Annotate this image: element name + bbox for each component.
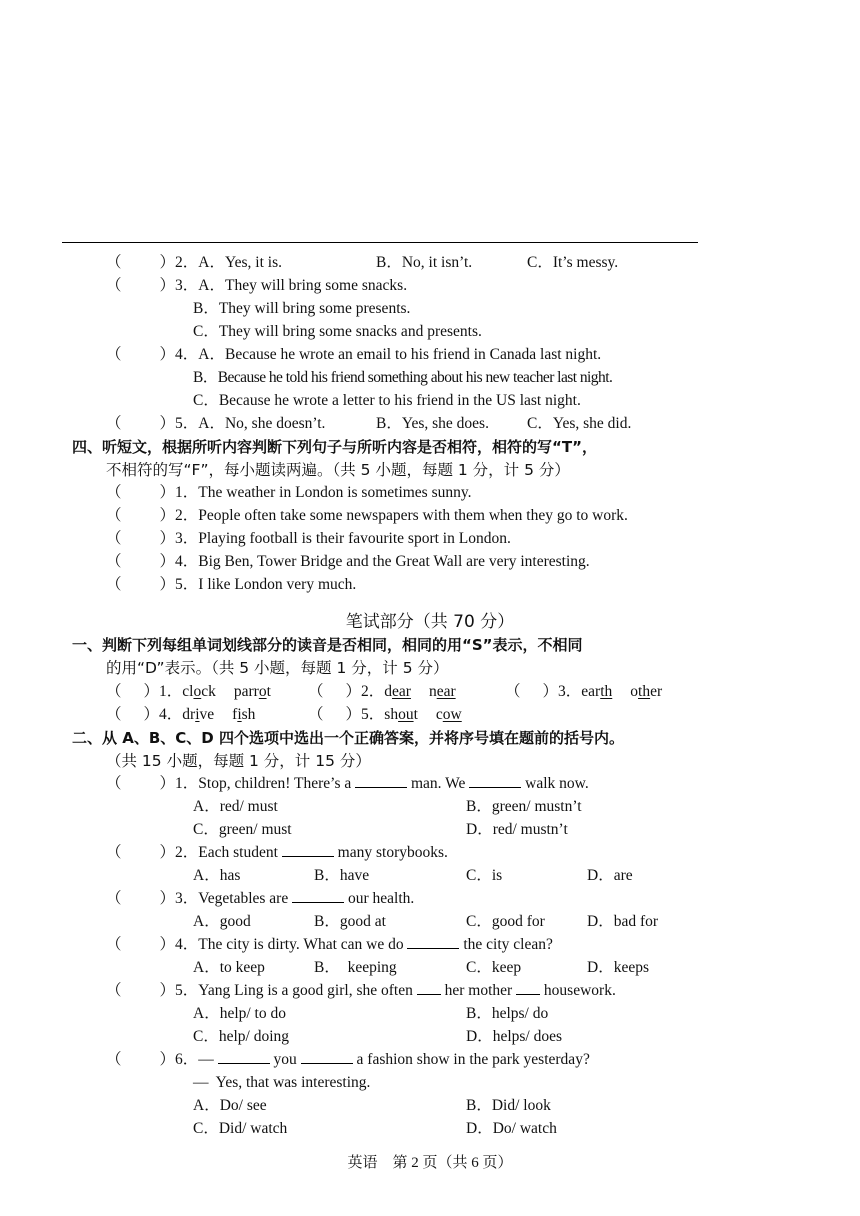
paren-open: （: [106, 507, 122, 524]
word-2: near: [428, 683, 456, 700]
question-number: ）6．: [159, 1051, 199, 1068]
w2-q1-stem: （ ）1．Stop, children! There’s a man. We walk now.: [106, 775, 589, 792]
statement-text: I like London very much.: [198, 576, 357, 593]
w1-q3: [505, 681, 662, 703]
part4-heading: 四、听短文，根据所听内容判断下列句子与所听内容是否相符，相符的写“T”，: [72, 438, 597, 456]
listening-q3-option-b: B．They will bring some presents.: [193, 300, 411, 317]
paren-open: （: [106, 576, 122, 593]
answer-blank: [355, 773, 407, 788]
question-number: ）3．: [159, 530, 199, 547]
paren-open: （: [106, 683, 122, 700]
listening-q2-option-b: B．No, it isn’t.: [376, 254, 473, 271]
written-part-title: 笔试部分（共 70 分）: [345, 612, 515, 632]
word-1: shout: [384, 706, 418, 723]
listening-q4-option-c: C．Because he wrote a letter to his friend in the US last night.: [193, 392, 581, 409]
paren-open: （: [106, 484, 122, 501]
word-1: clock: [182, 683, 216, 700]
question-number: ）2．: [345, 683, 385, 700]
w2-q2-option-a: A．has: [193, 867, 241, 884]
question-number: ）1．: [143, 683, 183, 700]
question-number: ）3．: [159, 277, 199, 294]
answer-blank: [417, 980, 441, 995]
answer-blank: [301, 1049, 353, 1064]
w2-heading-cont: （共 15 小题，每题 1 分，计 15 分）: [106, 752, 371, 770]
w2-q6-stem: （ ）6．— you a fashion show in the park yesterday?: [106, 1051, 590, 1068]
top-rule: [62, 242, 698, 243]
word-1: drive: [182, 706, 215, 723]
w2-heading: 二、从 A、B、C、D 四个选项中选出一个正确答案，并将序号填在题前的括号内。: [72, 729, 624, 747]
question-number: ）4．: [159, 553, 199, 570]
option-a: A．Because he wrote an email to his friend in Canada last night.: [198, 346, 602, 363]
question-number: ）4．: [159, 936, 199, 953]
w2-q3-option-d: D．bad for: [587, 913, 659, 930]
w2-q6-option-b: B．Did/ look: [466, 1097, 551, 1114]
listening-q4: [106, 344, 601, 366]
question-number: ）3．: [159, 890, 199, 907]
paren-open: （: [308, 683, 324, 700]
word-2: fish: [232, 706, 256, 723]
w2-q3-option-c: C．good for: [466, 913, 545, 930]
w2-q2-stem: （ ）2．Each student many storybooks.: [106, 844, 448, 861]
listening-q4-option-b: B．Because he told his friend something about his new teacher last night.: [193, 369, 613, 386]
w2-q6-option-c: C．Did/ watch: [193, 1120, 288, 1137]
option-a: A．No, she doesn’t.: [198, 415, 326, 432]
w2-q1-option-d: D．red/ mustn’t: [466, 821, 568, 838]
w2-q5-option-d: D．helps/ does: [466, 1028, 563, 1045]
w2-q4-option-b: B． keeping: [314, 959, 397, 976]
paren-open: （: [106, 1051, 122, 1068]
w2-q4-option-d: D．keeps: [587, 959, 649, 976]
w1-q1: [106, 681, 271, 703]
question-number: ）2．: [159, 254, 199, 271]
w2-q5-option-c: C．help/ doing: [193, 1028, 290, 1045]
part4-item-5: [106, 574, 356, 596]
option-a: A．They will bring some snacks.: [198, 277, 408, 294]
listening-q5-option-c: C．Yes, she did.: [527, 415, 632, 432]
answer-blank: [516, 980, 540, 995]
paren-open: （: [308, 706, 324, 723]
paren-open: （: [106, 530, 122, 547]
listening-q5: [106, 413, 325, 435]
w2-q5-option-b: B．helps/ do: [466, 1005, 549, 1022]
w2-q3-option-a: A．good: [193, 913, 251, 930]
paren-open: （: [505, 683, 521, 700]
paren-open: （: [106, 415, 122, 432]
paren-open: （: [106, 706, 122, 723]
w1-q4: [106, 704, 255, 726]
answer-blank: [218, 1049, 270, 1064]
statement-text: People often take some newspapers with them when they go to work.: [198, 507, 628, 524]
question-number: ）5．: [159, 576, 199, 593]
listening-q5-option-b: B．Yes, she does.: [376, 415, 489, 432]
paren-open: （: [106, 277, 122, 294]
question-number: ）3．: [542, 683, 582, 700]
part4-heading-cont: 不相符的写“F”，每小题读两遍。（共 5 小题，每题 1 分，计 5 分）: [106, 461, 570, 479]
listening-q3: [106, 275, 407, 297]
listening-q2-option-c: C．It’s messy.: [527, 254, 619, 271]
paren-open: （: [106, 844, 122, 861]
question-number: ）1．: [159, 484, 199, 501]
w2-q4-option-c: C．keep: [466, 959, 522, 976]
word-2: other: [630, 683, 663, 700]
w1-heading-cont: 的用“D”表示。（共 5 小题，每题 1 分，计 5 分）: [106, 659, 449, 677]
w2-q6-option-a: A．Do/ see: [193, 1097, 267, 1114]
part4-item-1: [106, 482, 472, 504]
paren-open: （: [106, 982, 122, 999]
w2-q2-option-d: D．are: [587, 867, 633, 884]
question-number: ）5．: [345, 706, 385, 723]
word-1: earth: [581, 683, 613, 700]
w2-q1-option-a: A．red/ must: [193, 798, 278, 815]
w2-q5-option-a: A．help/ to do: [193, 1005, 286, 1022]
w2-q6-option-d: D．Do/ watch: [466, 1120, 557, 1137]
answer-blank: [282, 842, 334, 857]
question-number: ）5．: [159, 982, 199, 999]
statement-text: Playing football is their favourite sport in London.: [198, 530, 511, 547]
part4-item-3: [106, 528, 511, 550]
word-2: parrot: [233, 683, 271, 700]
w1-heading: 一、判断下列每组单词划线部分的读音是否相同，相同的用“S”表示，不相同: [72, 636, 583, 654]
question-number: ）1．: [159, 775, 199, 792]
paren-open: （: [106, 936, 122, 953]
question-number: ）2．: [159, 507, 199, 524]
part4-item-4: [106, 551, 590, 573]
answer-blank: [292, 888, 344, 903]
w2-q1-option-b: B．green/ mustn’t: [466, 798, 582, 815]
w2-q2-option-b: B．have: [314, 867, 370, 884]
part4-item-2: [106, 505, 628, 527]
question-number: ）5．: [159, 415, 199, 432]
answer-blank: [469, 773, 521, 788]
w2-q4-option-a: A．to keep: [193, 959, 265, 976]
answer-blank: [407, 934, 459, 949]
w2-q3-option-b: B．good at: [314, 913, 386, 930]
question-number: ）2．: [159, 844, 199, 861]
listening-q2: [106, 252, 282, 274]
listening-q3-option-c: C．They will bring some snacks and presents.: [193, 323, 482, 340]
question-number: ）4．: [159, 346, 199, 363]
page-footer: 英语 第 2 页（共 6 页）: [347, 1155, 513, 1171]
word-2: cow: [435, 706, 462, 723]
paren-open: （: [106, 254, 122, 271]
w1-q2: [308, 681, 456, 703]
statement-text: Big Ben, Tower Bridge and the Great Wall are very interesting.: [198, 553, 590, 570]
paren-open: （: [106, 890, 122, 907]
w2-q3-stem: （ ）3．Vegetables are our health.: [106, 890, 415, 907]
w2-q2-option-c: C．is: [466, 867, 503, 884]
statement-text: The weather in London is sometimes sunny.: [198, 484, 472, 501]
w2-q4-stem: （ ）4．The city is dirty. What can we do the city clean?: [106, 936, 553, 953]
w1-q5: [308, 704, 462, 726]
w2-q6-reply: — Yes, that was interesting.: [193, 1074, 371, 1091]
paren-open: （: [106, 775, 122, 792]
question-number: ）4．: [143, 706, 183, 723]
paren-open: （: [106, 553, 122, 570]
option-a: A．Yes, it is.: [198, 254, 282, 271]
w2-q5-stem: （ ）5．Yang Ling is a good girl, she often her mother housework.: [106, 982, 616, 999]
paren-open: （: [106, 346, 122, 363]
word-1: dear: [384, 683, 411, 700]
w2-q1-option-c: C．green/ must: [193, 821, 292, 838]
